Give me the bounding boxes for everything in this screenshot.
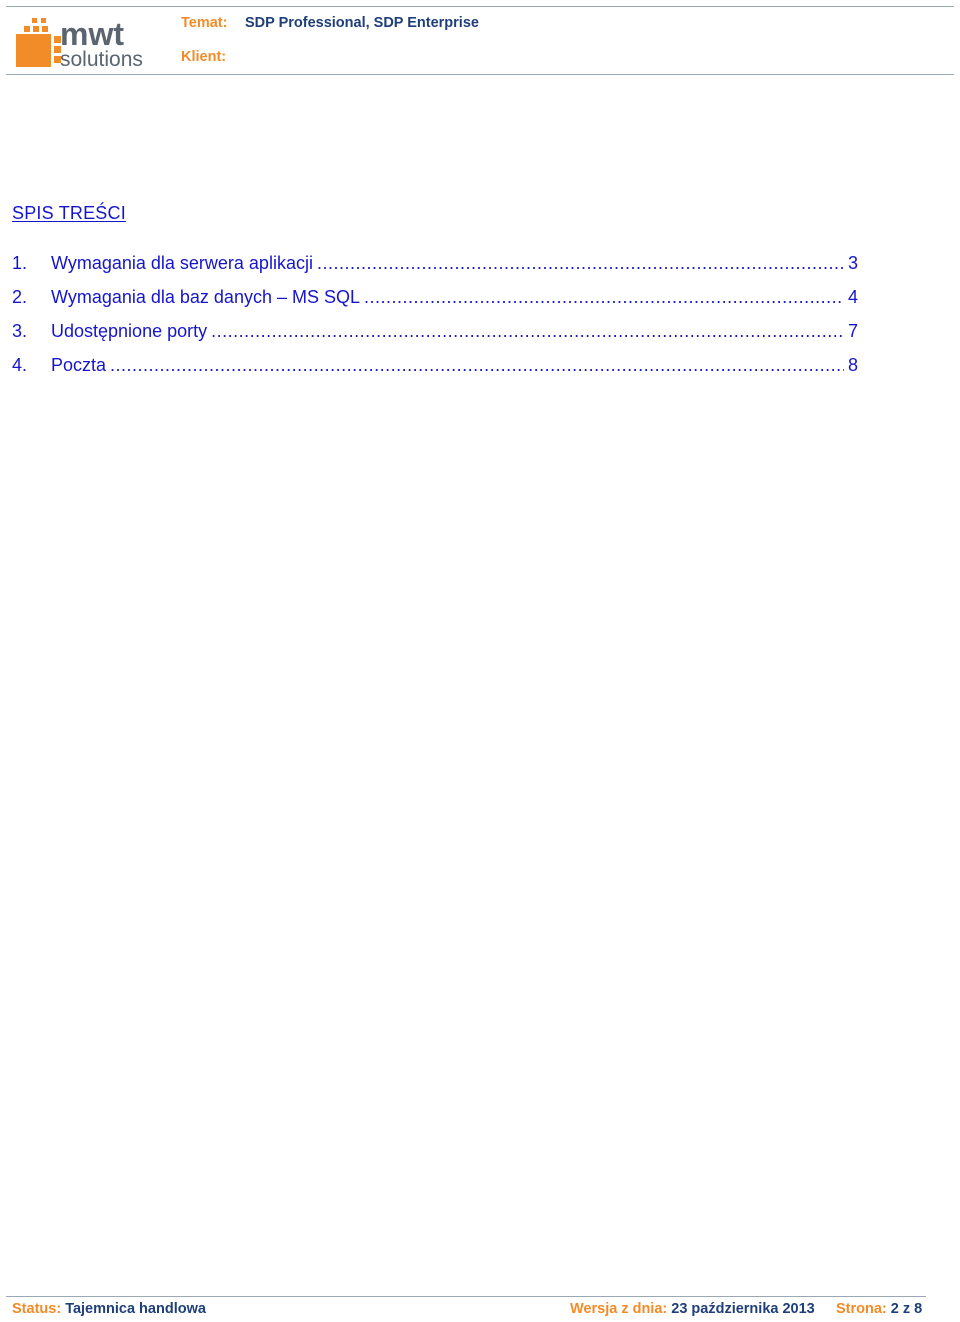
toc-dot-leader	[211, 321, 844, 342]
page-value: 2 z 8	[890, 1301, 923, 1317]
footer-status	[12, 1301, 206, 1317]
mwt-solutions-logo	[14, 12, 154, 70]
toc-entry-text: Wymagania dla serwera aplikacji	[51, 253, 313, 273]
toc-entry-page: 7	[847, 321, 858, 341]
client-label: Klient:	[181, 49, 227, 65]
toc-entry-page: 8	[847, 355, 858, 375]
version-label: Wersja z dnia:	[570, 1301, 668, 1317]
topic-label: Temat:	[181, 15, 228, 31]
toc-entry-text: Wymagania dla baz danych – MS SQL	[51, 287, 360, 307]
toc-entry-number: 3.	[12, 321, 28, 341]
version-value: 23 października 2013	[671, 1301, 815, 1317]
toc-entry-number: 1.	[12, 253, 28, 273]
footer-version	[570, 1301, 815, 1317]
page-label: Strona:	[836, 1301, 887, 1317]
toc-entry-4[interactable]	[12, 355, 858, 389]
table-of-contents	[12, 253, 858, 389]
toc-entry-1[interactable]	[12, 253, 858, 287]
topic-value: SDP Professional, SDP Enterprise	[245, 15, 479, 31]
toc-entry-number: 2.	[12, 287, 28, 307]
toc-dot-leader	[364, 287, 844, 308]
toc-title: SPIS TREŚCI	[12, 203, 126, 223]
footer-page-number	[836, 1301, 922, 1317]
page-footer	[6, 1296, 926, 1321]
toc-dot-leader	[110, 355, 844, 376]
topic-row	[181, 15, 479, 31]
toc-entry-number: 4.	[12, 355, 28, 375]
client-row	[181, 49, 245, 65]
status-label: Status:	[12, 1301, 62, 1317]
toc-dot-leader	[317, 253, 844, 274]
toc-entry-text: Poczta	[51, 355, 107, 375]
toc-entry-2[interactable]	[12, 287, 858, 321]
toc-entry-text: Udostępnione porty	[51, 321, 208, 341]
status-value: Tajemnica handlowa	[65, 1301, 206, 1317]
logo-text-sub: solutions	[60, 48, 143, 70]
toc-entry-page: 3	[847, 253, 858, 273]
toc-entry-page: 4	[847, 287, 858, 307]
toc-entry-3[interactable]	[12, 321, 858, 355]
page-header	[6, 6, 954, 75]
logo-text-main: mwt	[60, 16, 124, 52]
